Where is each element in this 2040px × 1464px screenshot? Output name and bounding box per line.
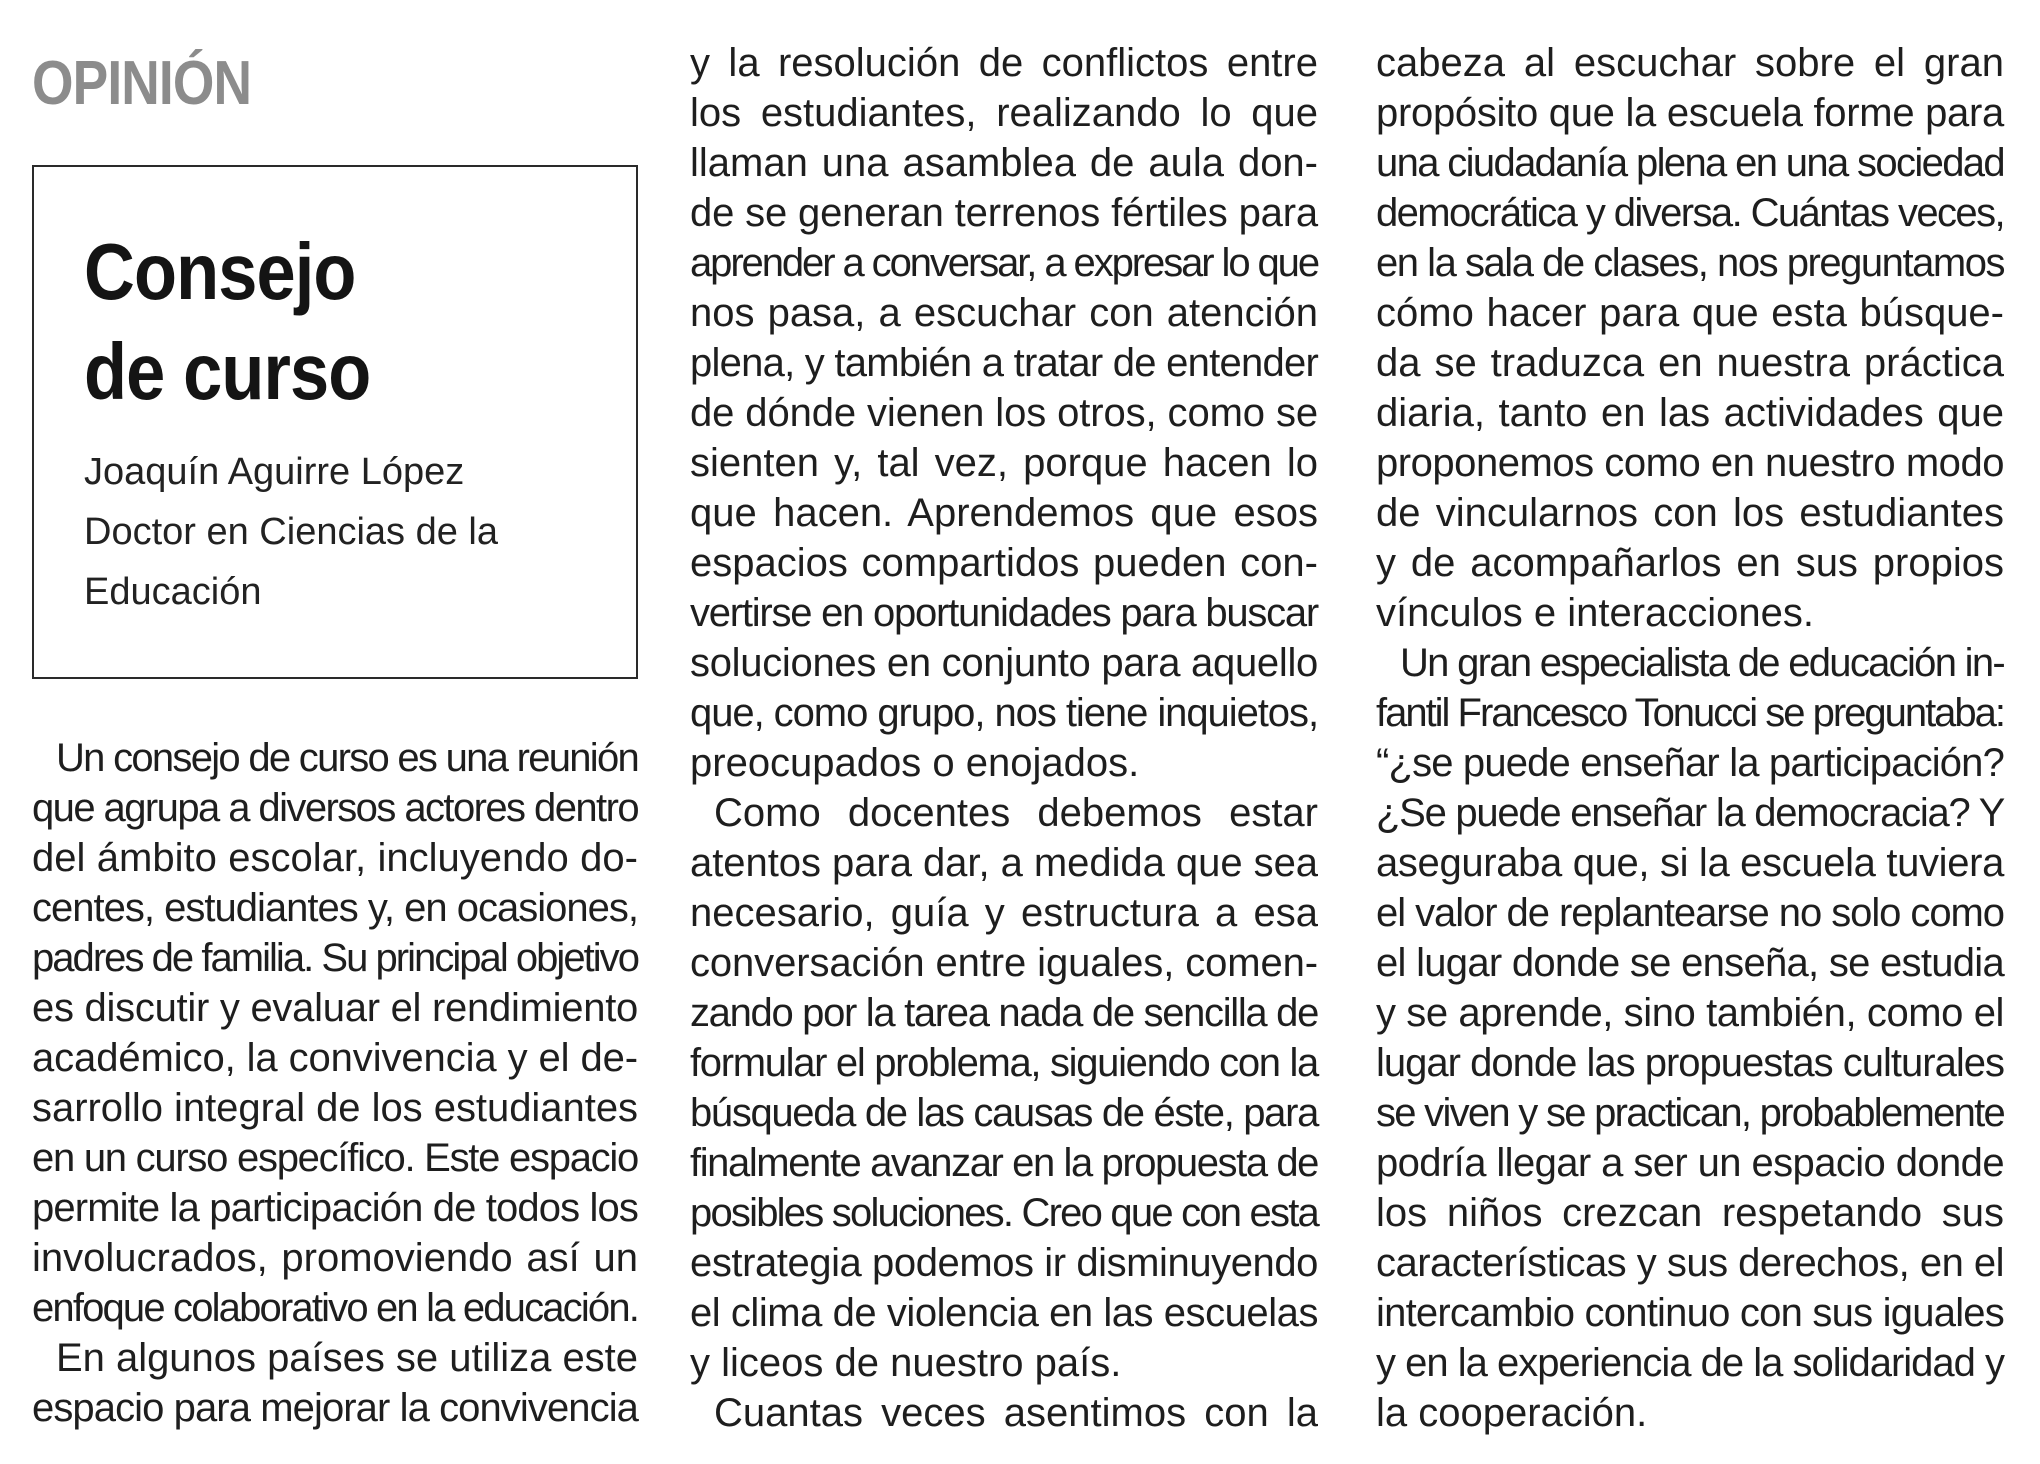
headline-box: [32, 165, 638, 679]
text-line: de se generan terrenos fértiles para: [690, 191, 1318, 235]
text-line: y la resolución de conflictos entre: [690, 41, 1318, 85]
text-line: el valor de replantearse no solo como: [1376, 891, 2004, 935]
text-line: que agrupa a diversos actores dentro: [32, 786, 639, 830]
text-line: soluciones en conjunto para aquello: [690, 641, 1318, 685]
text-line: enfoque colaborativo en la educación.: [32, 1286, 639, 1330]
text-line: conversación entre iguales, comen-: [690, 941, 1318, 985]
author-title: Doctor en Ciencias de la: [84, 511, 498, 553]
text-line: búsqueda de las causas de éste, para: [690, 1091, 1318, 1135]
text-line: intercambio continuo con sus iguales: [1376, 1291, 2005, 1335]
section-label: OPINIÓN: [32, 49, 252, 118]
text-line: el clima de violencia en las escuelas: [690, 1291, 1318, 1335]
text-line: Cuantas veces asentimos con la: [714, 1391, 1318, 1435]
text-line: democrática y diversa. Cuántas veces,: [1376, 191, 2004, 235]
text-line: y de acompañarlos en sus propios: [1376, 541, 2004, 585]
text-line: involucrados, promoviendo así un: [32, 1236, 638, 1280]
text-line: sienten y, tal vez, porque hacen lo: [690, 441, 1318, 485]
text-line: vínculos e interacciones.: [1376, 591, 1815, 635]
text-line: llaman una asamblea de aula don-: [690, 141, 1318, 185]
text-line: propósito que la escuela forme para: [1376, 91, 2004, 135]
text-line: aprender a conversar, a expresar lo que: [690, 241, 1319, 285]
text-line: “¿se puede enseñar la participación?: [1376, 741, 2004, 785]
text-line: cabeza al escuchar sobre el gran: [1376, 41, 2004, 85]
text-line: y liceos de nuestro país.: [690, 1341, 1122, 1385]
text-line: fantil Francesco Tonucci se preguntaba:: [1376, 691, 2004, 735]
text-line: y se aprende, sino también, como el: [1376, 991, 2004, 1035]
text-line: Un consejo de curso es una reunión: [56, 736, 638, 780]
author-name: Joaquín Aguirre López: [84, 451, 465, 493]
text-line: espacios compartidos pueden con-: [690, 541, 1318, 585]
text-line: necesario, guía y estructura a esa: [690, 891, 1318, 935]
text-line: de dónde vienen los otros, como se: [690, 391, 1319, 435]
text-line: centes, estudiantes y, en ocasiones,: [32, 886, 638, 930]
text-line: estrategia podemos ir disminuyendo: [690, 1241, 1318, 1285]
text-line: el lugar donde se enseña, se estudia: [1376, 941, 2004, 985]
text-line: da se traduzca en nuestra práctica: [1376, 341, 2004, 385]
text-line: y en la experiencia de la solidaridad y: [1376, 1341, 2004, 1385]
text-line: una ciudadanía plena en una sociedad: [1376, 141, 2004, 185]
text-line: En algunos países se utiliza este: [56, 1336, 638, 1380]
text-line: Como docentes debemos estar: [714, 791, 1318, 835]
text-line: características y sus derechos, en el: [1376, 1241, 2005, 1285]
text-line: podría llegar a ser un espacio donde: [1376, 1141, 2004, 1185]
text-line: finalmente avanzar en la propuesta de: [690, 1141, 1318, 1185]
article-column-2: [690, 38, 1318, 1438]
text-line: la cooperación.: [1376, 1391, 1648, 1435]
text-line: permite la participación de todos los: [32, 1186, 639, 1230]
text-line: que hacen. Aprendemos que esos: [690, 491, 1318, 535]
text-line: es discutir y evaluar el rendimiento: [32, 986, 639, 1030]
text-line: aseguraba que, si la escuela tuviera: [1376, 841, 2004, 885]
text-line: espacio para mejorar la convivencia: [32, 1386, 639, 1430]
text-line: padres de familia. Su principal objetivo: [32, 936, 638, 980]
text-line: sarrollo integral de los estudiantes: [32, 1086, 639, 1130]
text-line: vertirse en oportunidades para buscar: [690, 591, 1318, 635]
text-line: los niños crezcan respetando sus: [1376, 1191, 2004, 1235]
text-line: diaria, tanto en las actividades que: [1376, 391, 2004, 435]
text-line: lugar donde las propuestas culturales: [1376, 1041, 2004, 1085]
text-line: de vincularnos con los estudiantes: [1376, 491, 2004, 535]
text-line: se viven y se practican, probablemente: [1376, 1091, 2005, 1135]
text-line: posibles soluciones. Creo que con esta: [690, 1191, 1318, 1235]
text-line: los estudiantes, realizando lo que: [690, 91, 1318, 135]
text-line: en la sala de clases, nos preguntamos: [1376, 241, 2004, 285]
text-line: del ámbito escolar, incluyendo do-: [32, 836, 638, 880]
text-line: en un curso específico. Este espacio: [32, 1136, 639, 1180]
text-line: académico, la convivencia y el de-: [32, 1036, 639, 1080]
article-column-1: [32, 733, 638, 1433]
author-title: Educación: [84, 571, 262, 613]
text-line: formular el problema, siguiendo con la: [690, 1041, 1318, 1085]
text-line: Un gran especialista de educación in-: [1400, 641, 2004, 685]
headline-line: Consejo: [84, 227, 356, 316]
text-line: preocupados o enojados.: [690, 741, 1140, 785]
author-byline: [84, 442, 498, 622]
article-headline: [84, 222, 370, 422]
text-line: ¿Se puede enseñar la democracia? Y: [1376, 791, 2004, 835]
text-line: cómo hacer para que esta búsque-: [1376, 291, 2004, 335]
headline-line: de curso: [84, 327, 371, 416]
text-line: proponemos como en nuestro modo: [1376, 441, 2004, 485]
text-line: nos pasa, a escuchar con atención: [690, 291, 1318, 335]
text-line: plena, y también a tratar de entender: [690, 341, 1319, 385]
text-line: que, como grupo, nos tiene inquietos,: [690, 691, 1319, 735]
article-column-3: [1376, 38, 2004, 1438]
text-line: zando por la tarea nada de sencilla de: [690, 991, 1318, 1035]
text-line: atentos para dar, a medida que sea: [690, 841, 1318, 885]
